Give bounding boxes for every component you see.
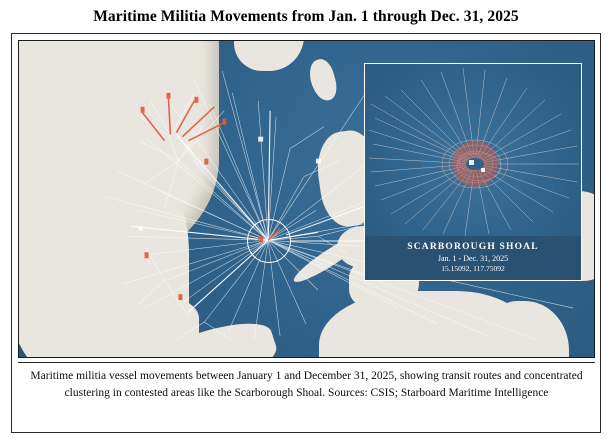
caption-divider xyxy=(18,362,595,363)
scarborough-shoal-inset[interactable] xyxy=(364,63,582,281)
inset-title: SCARBOROUGH SHOAL xyxy=(407,242,539,252)
inset-coordinates: 15.15092, 117.75092 xyxy=(441,264,505,273)
map-image[interactable] xyxy=(18,40,595,358)
inset-connector-lines xyxy=(284,201,376,243)
page-title: Maritime Militia Movements from Jan. 1 through Dec. 31, 2025 xyxy=(93,8,519,25)
inset-caption-block xyxy=(365,236,581,280)
inset-date-range: Jan. 1 - Dec. 31, 2025 xyxy=(437,254,509,263)
figure-frame xyxy=(11,33,601,433)
figure-caption: Maritime militia vessel movements between January 1 and December 31, 2025, showing transit routes and concentrated clustering in contested areas like the Scarborough Shoal. Sources: CSIS; Starboard Maritime Intelligence xyxy=(30,370,583,399)
